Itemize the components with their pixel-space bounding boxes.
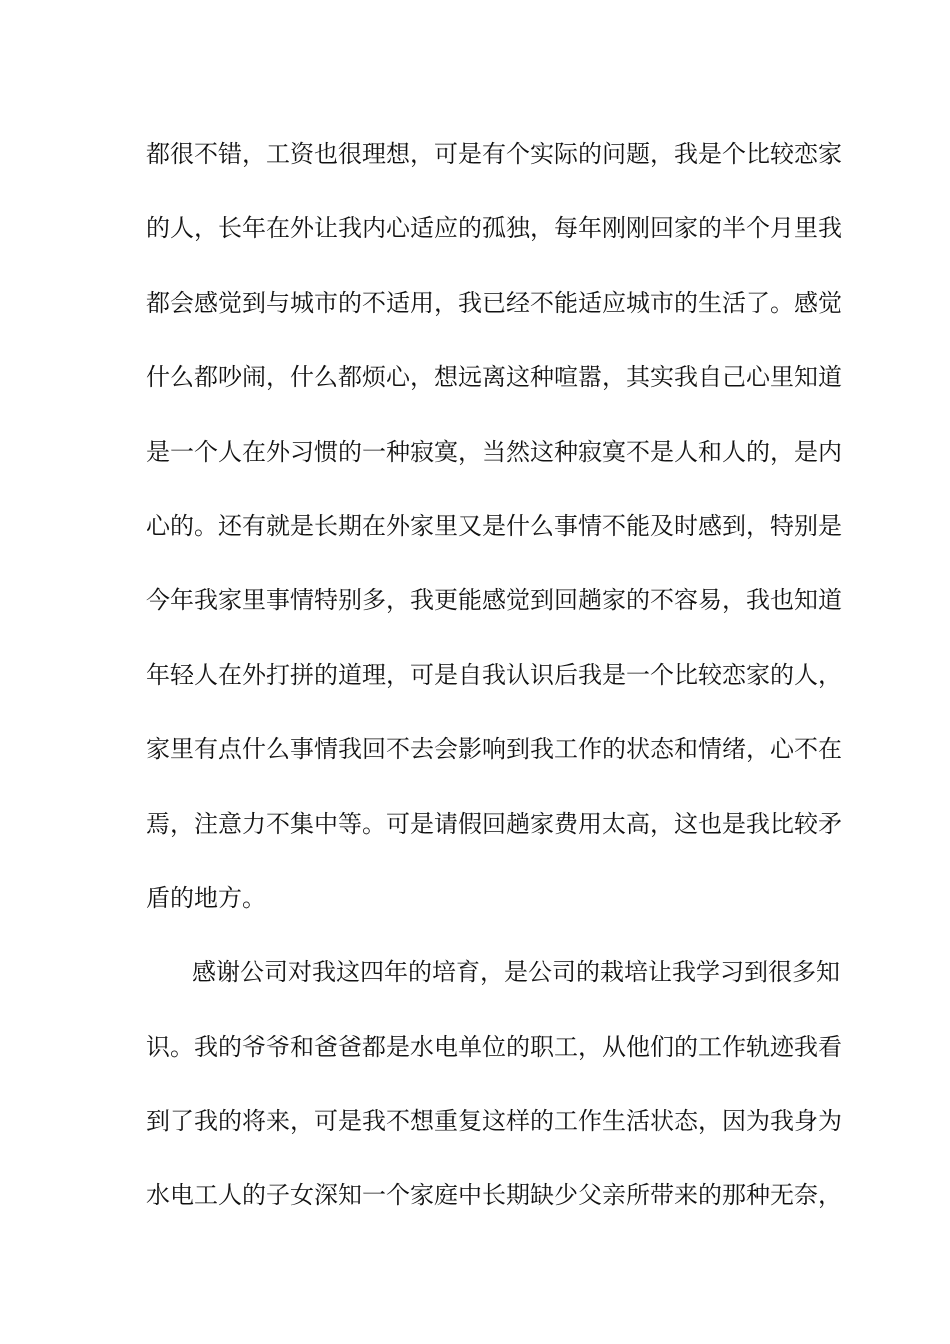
paragraph-end-line: 盾的地方。 — [146, 883, 266, 912]
text-line: 都很不错，工资也很理想，可是有个实际的问题，我是个比较恋家 — [146, 140, 842, 168]
text-line: 的人，长年在外让我内心适应的孤独，每年刚刚回家的半个月里我 — [146, 214, 842, 243]
body-text — [146, 130, 842, 1246]
text-line: 什么都吵闹，什么都烦心，想远离这种喧嚣，其实我自己心里知道 — [146, 363, 842, 392]
text-line: 是一个人在外习惯的一种寂寞，当然这种寂寞不是人和人的，是内 — [146, 437, 842, 466]
text-line: 识。我的爷爷和爸爸都是水电单位的职工，从他们的工作轨迹我看 — [146, 1032, 842, 1061]
paragraph-start-line: 感谢公司对我这四年的培育，是公司的栽培让我学习到很多知 — [192, 958, 840, 987]
text-line: 到了我的将来，可是我不想重复这样的工作生活状态，因为我身为 — [146, 1107, 842, 1136]
text-line: 年轻人在外打拼的道理，可是自我认识后我是一个比较恋家的人， — [146, 660, 842, 689]
text-line: 都会感觉到与城市的不适用，我已经不能适应城市的生活了。感觉 — [146, 288, 842, 317]
text-line: 今年我家里事情特别多，我更能感觉到回趟家的不容易，我也知道 — [146, 586, 842, 615]
text-line: 心的。还有就是长期在外家里又是什么事情不能及时感到，特别是 — [146, 511, 842, 540]
text-line: 家里有点什么事情我回不去会影响到我工作的状态和情绪，心不在 — [146, 735, 842, 764]
text-line: 焉，注意力不集中等。可是请假回趟家费用太高，这也是我比较矛 — [146, 809, 842, 838]
text-line: 水电工人的子女深知一个家庭中长期缺少父亲所带来的那种无奈， — [146, 1181, 842, 1210]
